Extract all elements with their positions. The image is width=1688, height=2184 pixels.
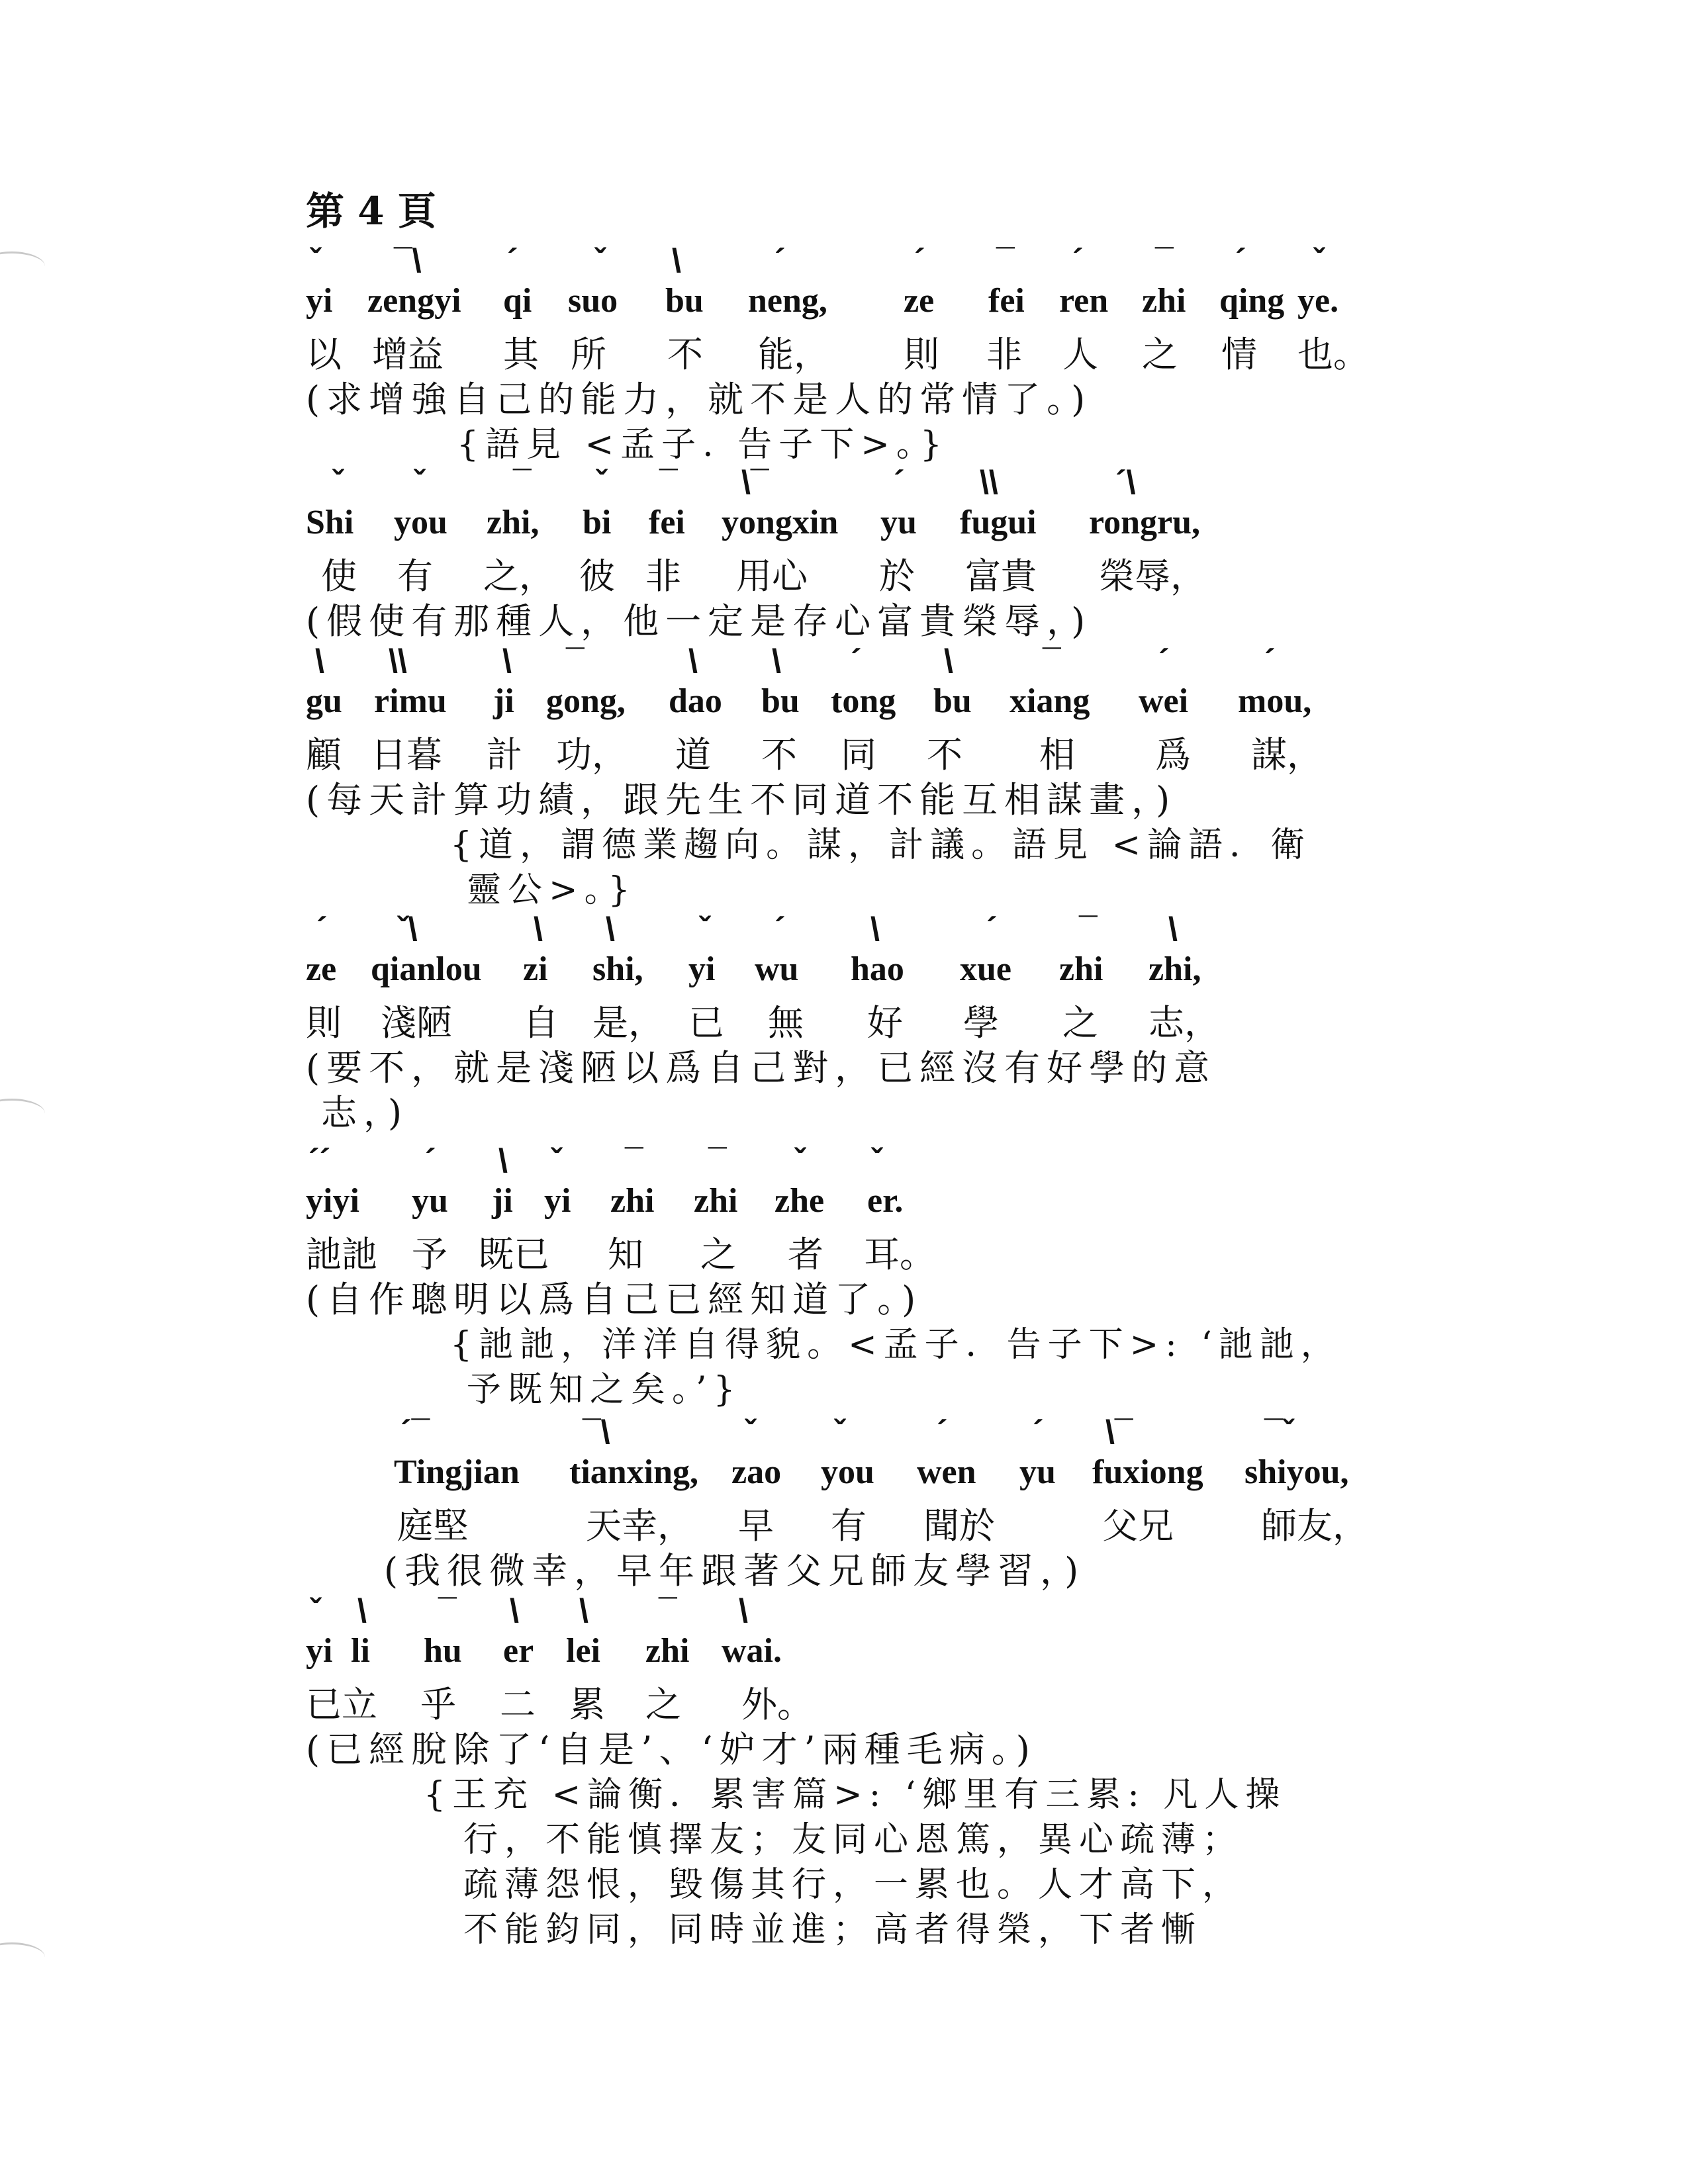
pinyin-syllable: zhi: [610, 1182, 655, 1220]
hanzi-char: 非: [986, 334, 1022, 375]
pinyin-syllable: xiang: [1009, 682, 1090, 720]
pinyin-syllable: bu: [761, 682, 800, 720]
hanzi-char: 爲: [1155, 734, 1191, 776]
tone-mark: ´: [507, 242, 518, 279]
pinyin-syllable: qing: [1219, 282, 1285, 320]
pinyin-syllable: wei: [1139, 682, 1189, 720]
punch-hole-mark: [0, 1942, 45, 1972]
hanzi-char: 學: [963, 1002, 999, 1044]
hanzi-char: 耳。: [864, 1234, 935, 1275]
pinyin-syllable: zengyi: [367, 282, 461, 320]
pinyin-syllable: zhi: [1059, 950, 1103, 988]
tone-mark: ´: [914, 242, 925, 279]
hanzi-char: 有: [831, 1505, 867, 1547]
pinyin-syllable: ji: [492, 1182, 513, 1220]
pinyin-syllable: zao: [731, 1453, 782, 1491]
pinyin-syllable: rimu: [374, 682, 447, 720]
hanzi-char: 之: [1062, 1002, 1098, 1044]
tone-mark: ´: [1033, 1414, 1044, 1451]
pinyin-syllable: neng,: [748, 282, 827, 320]
pinyin-syllable: bu: [665, 282, 704, 320]
translation-continued: 志，): [321, 1092, 409, 1134]
tone-mark: \¯: [741, 464, 769, 501]
pinyin-syllable: you: [394, 504, 447, 541]
tone-mark: ˇ: [310, 1592, 321, 1629]
pinyin-syllable: gong,: [546, 682, 626, 720]
translation: (自作聰明以爲自己已經知道了。): [306, 1279, 923, 1320]
page-number: 第 4 頁: [306, 189, 436, 234]
annotation-note: 行，不能慎擇友；友同心恩篤，異心疏薄；: [463, 1820, 1244, 1860]
annotation-note: {王充 <論衡．累害篇>: ‘鄉里有三累: 凡人操: [424, 1775, 1287, 1815]
pinyin-syllable: fei: [988, 282, 1025, 320]
tone-mark: ´: [774, 242, 786, 279]
tone-mark: ¯: [1079, 911, 1098, 948]
hanzi-char: 外。: [741, 1684, 813, 1725]
pinyin-syllable: yongxin: [722, 504, 839, 541]
pinyin-syllable: tianxing,: [569, 1453, 699, 1491]
tone-mark: ´: [1072, 242, 1084, 279]
hanzi-char: 二: [500, 1684, 536, 1725]
hanzi-char: 於: [879, 555, 915, 597]
hanzi-char: 不: [667, 334, 703, 375]
pinyin-syllable: yu: [1019, 1453, 1056, 1491]
tone-mark: ¯: [1155, 242, 1174, 279]
tone-mark: ˇ\: [397, 911, 418, 948]
pinyin-syllable: ren: [1059, 282, 1109, 320]
hanzi-char: 早: [738, 1505, 774, 1547]
pinyin-syllable: yi: [688, 950, 716, 988]
pinyin-syllable: wu: [755, 950, 799, 988]
hanzi-char: 者: [788, 1234, 823, 1275]
tone-mark: \: [579, 1592, 588, 1629]
hanzi-char: 庭堅: [397, 1505, 469, 1547]
hanzi-char: 道: [675, 734, 711, 776]
hanzi-char: 已立: [306, 1684, 377, 1725]
tone-mark: ¯ˇ: [1264, 1414, 1294, 1451]
tone-mark: ´: [425, 1142, 436, 1179]
tone-mark: ˇ: [414, 464, 425, 501]
hanzi-char: 日暮: [371, 734, 442, 776]
pinyin-syllable: zhe: [774, 1182, 825, 1220]
tone-mark: \: [315, 643, 324, 680]
annotation-note: 疏薄怨恨，毀傷其行，一累也。人才高下，: [463, 1865, 1244, 1905]
hanzi-char: 計: [487, 734, 522, 776]
hanzi-char: 予: [412, 1234, 447, 1275]
tone-mark: ˇ: [1313, 242, 1325, 279]
hanzi-char: 相: [1039, 734, 1075, 776]
tone-mark: ¯: [708, 1142, 727, 1179]
hanzi-char: 淺陋: [381, 1002, 452, 1044]
punch-hole-mark: [0, 1099, 45, 1128]
tone-mark: \: [534, 911, 543, 948]
hanzi-char: 則: [904, 334, 939, 375]
pinyin-syllable: zhi: [694, 1182, 738, 1220]
pinyin-syllable: yiyi: [306, 1182, 359, 1220]
pinyin-syllable: dao: [669, 682, 722, 720]
pinyin-syllable: ye.: [1297, 282, 1339, 320]
pinyin-syllable: mou,: [1238, 682, 1312, 720]
pinyin-syllable: tong: [831, 682, 896, 720]
pinyin-syllable: lei: [566, 1632, 600, 1670]
hanzi-char: 則: [306, 1002, 342, 1044]
pinyin-syllable: suo: [568, 282, 618, 320]
hanzi-char: 情: [1221, 334, 1257, 375]
hanzi-char: 累: [569, 1684, 605, 1725]
tone-mark: ´: [774, 911, 786, 948]
hanzi-char: 有: [397, 555, 433, 597]
hanzi-char: 增益: [372, 334, 444, 375]
tone-mark: ˇ: [794, 1142, 806, 1179]
hanzi-char: 是，: [592, 1002, 664, 1044]
hanzi-char: 既已: [478, 1234, 549, 1275]
hanzi-char: 彼: [579, 555, 615, 597]
tone-mark: ´: [851, 643, 862, 680]
translation: (已經脫除了‘自是’、‘妒才’兩種毛病。): [306, 1729, 1037, 1770]
pinyin-syllable: hu: [424, 1632, 462, 1670]
pinyin-syllable: wen: [917, 1453, 976, 1491]
tone-mark: ˇ: [834, 1414, 845, 1451]
tone-mark: ¯: [996, 242, 1015, 279]
tone-mark: \: [739, 1592, 748, 1629]
pinyin-syllable: zhi,: [487, 504, 539, 541]
pinyin-syllable: you: [821, 1453, 874, 1491]
hanzi-char: 不: [927, 734, 962, 776]
hanzi-char: 使: [321, 555, 357, 597]
pinyin-syllable: ji: [493, 682, 514, 720]
tone-mark: \: [357, 1592, 367, 1629]
hanzi-char: 以: [306, 334, 342, 375]
tone-mark: ¯\: [583, 1414, 610, 1451]
tone-mark: \: [502, 643, 512, 680]
translation: (要不，就是淺陋以爲自己對，已經沒有好學的意: [306, 1047, 1217, 1089]
hanzi-char: 之: [1142, 334, 1178, 375]
tone-mark: ¯\: [394, 242, 422, 279]
translation: (求增強自己的能力，就不是人的常情了。): [306, 379, 1092, 420]
tone-mark: \: [510, 1592, 519, 1629]
hanzi-char: 天幸，: [586, 1505, 693, 1547]
tone-mark: \: [498, 1142, 508, 1179]
translation: (每天計算功績，跟先生不同道不能互相謀畫，): [306, 779, 1177, 821]
tone-mark: ´: [937, 1414, 948, 1451]
annotation-note: 不能鈞同，同時並進；高者得榮，下者慚: [463, 1910, 1203, 1950]
hanzi-char: 其: [503, 334, 539, 375]
pinyin-syllable: li: [351, 1632, 370, 1670]
annotation-note: 予既知之矣。’}: [467, 1370, 742, 1410]
tone-mark: ˇ: [594, 242, 606, 279]
pinyin-syllable: fei: [649, 504, 685, 541]
hanzi-char: 之: [700, 1234, 736, 1275]
hanzi-char: 所: [571, 334, 606, 375]
translation: (我很微幸，早年跟著父兄師友學習，): [384, 1550, 1086, 1592]
pinyin-syllable: yi: [306, 1632, 333, 1670]
tone-mark: ´: [1235, 242, 1246, 279]
pinyin-syllable: fuxiong: [1092, 1453, 1203, 1491]
pinyin-syllable: yu: [880, 504, 917, 541]
tone-mark: ¯: [1043, 643, 1061, 680]
hanzi-char: 用心: [736, 555, 808, 597]
tone-mark: \: [944, 643, 953, 680]
tone-mark: \: [870, 911, 880, 948]
tone-mark: \¯: [1105, 1414, 1133, 1451]
pinyin-syllable: yu: [412, 1182, 448, 1220]
tone-mark: ´: [316, 911, 328, 948]
tone-mark: ´\: [1115, 464, 1136, 501]
hanzi-char: 好: [867, 1002, 903, 1044]
pinyin-syllable: xue: [960, 950, 1011, 988]
hanzi-char: 也。: [1297, 334, 1369, 375]
tone-mark: ¯: [566, 643, 585, 680]
hanzi-char: 富貴: [965, 555, 1037, 597]
pinyin-syllable: zhi: [1142, 282, 1186, 320]
tone-mark: ´: [1264, 643, 1276, 680]
tone-mark: \: [1168, 911, 1178, 948]
pinyin-syllable: bi: [583, 504, 612, 541]
pinyin-syllable: hao: [851, 950, 904, 988]
tone-mark: ˇ: [596, 464, 607, 501]
hanzi-char: 非: [645, 555, 681, 597]
tone-mark: \: [688, 643, 698, 680]
tone-mark: ˇ: [871, 1142, 882, 1179]
hanzi-char: 無: [768, 1002, 804, 1044]
pinyin-syllable: fugui: [960, 504, 1037, 541]
annotation-note: {訑訑，洋洋自得貌。<孟子．告子下>: ‘訑訑，: [450, 1325, 1342, 1365]
hanzi-char: 自: [523, 1002, 559, 1044]
pinyin-syllable: bu: [933, 682, 972, 720]
hanzi-char: 顧: [306, 734, 342, 776]
pinyin-syllable: ze: [306, 950, 337, 988]
annotation-note: {道，謂德業趨向。謀，計議。語見 <論語．衛: [450, 825, 1312, 865]
hanzi-char: 同: [841, 734, 876, 776]
tone-mark: ´¯: [400, 1414, 430, 1451]
tone-mark: \\: [389, 643, 407, 680]
hanzi-char: 乎: [420, 1684, 456, 1725]
pinyin-syllable: wai.: [722, 1632, 782, 1670]
tone-mark: \: [672, 242, 681, 279]
hanzi-char: 榮辱，: [1099, 555, 1206, 597]
hanzi-char: 能，: [758, 334, 829, 375]
tone-mark: ˇ: [745, 1414, 756, 1451]
tone-mark: ˇ: [310, 242, 321, 279]
pinyin-syllable: gu: [306, 682, 342, 720]
hanzi-char: 謀，: [1251, 734, 1323, 776]
pinyin-syllable: er: [503, 1632, 534, 1670]
tone-mark: ˇ: [699, 911, 710, 948]
pinyin-syllable: shi,: [592, 950, 643, 988]
pinyin-syllable: rongru,: [1089, 504, 1201, 541]
tone-mark: ´´: [308, 1142, 331, 1179]
pinyin-syllable: qianlou: [371, 950, 482, 988]
pinyin-syllable: yi: [544, 1182, 571, 1220]
hanzi-char: 聞於: [923, 1505, 995, 1547]
tone-mark: ´: [1158, 643, 1170, 680]
tone-mark: \: [772, 643, 781, 680]
pinyin-syllable: zhi,: [1149, 950, 1201, 988]
pinyin-syllable: shiyou,: [1244, 1453, 1349, 1491]
annotation-note: 靈公>。}: [467, 870, 637, 910]
tone-mark: ¯: [513, 464, 532, 501]
pinyin-syllable: ze: [904, 282, 935, 320]
tone-mark: ¯: [625, 1142, 643, 1179]
tone-mark: ´: [986, 911, 998, 948]
punch-hole-mark: [0, 251, 45, 281]
tone-mark: \\: [980, 464, 998, 501]
pinyin-syllable: zhi: [645, 1632, 690, 1670]
pinyin-syllable: zi: [523, 950, 548, 988]
hanzi-char: 志，: [1149, 1002, 1220, 1044]
annotation-note: {語見 <孟子. 告子下>。}: [457, 425, 949, 465]
tone-mark: ˇ: [332, 464, 344, 501]
tone-mark: ¯: [659, 464, 678, 501]
pinyin-syllable: Shi: [306, 504, 354, 541]
hanzi-char: 已: [688, 1002, 724, 1044]
pinyin-syllable: Tingjian: [394, 1453, 520, 1491]
pinyin-syllable: qi: [503, 282, 532, 320]
pinyin-syllable: yi: [306, 282, 333, 320]
hanzi-char: 人: [1062, 334, 1098, 375]
tone-mark: ¯: [438, 1592, 457, 1629]
hanzi-char: 父兄: [1102, 1505, 1174, 1547]
tone-mark: ´: [894, 464, 905, 501]
hanzi-char: 知: [608, 1234, 643, 1275]
hanzi-char: 訑訑: [306, 1234, 377, 1275]
hanzi-char: 不: [761, 734, 797, 776]
hanzi-char: 之: [645, 1684, 681, 1725]
pinyin-syllable: er.: [867, 1182, 904, 1220]
tone-mark: \: [606, 911, 615, 948]
tone-mark: ¯: [659, 1592, 677, 1629]
hanzi-char: 師友，: [1261, 1505, 1368, 1547]
translation: (假使有那種人，他一定是存心富貴榮辱，): [306, 600, 1092, 642]
tone-mark: ˇ: [551, 1142, 562, 1179]
hanzi-char: 功，: [556, 734, 628, 776]
hanzi-char: 之，: [483, 555, 555, 597]
